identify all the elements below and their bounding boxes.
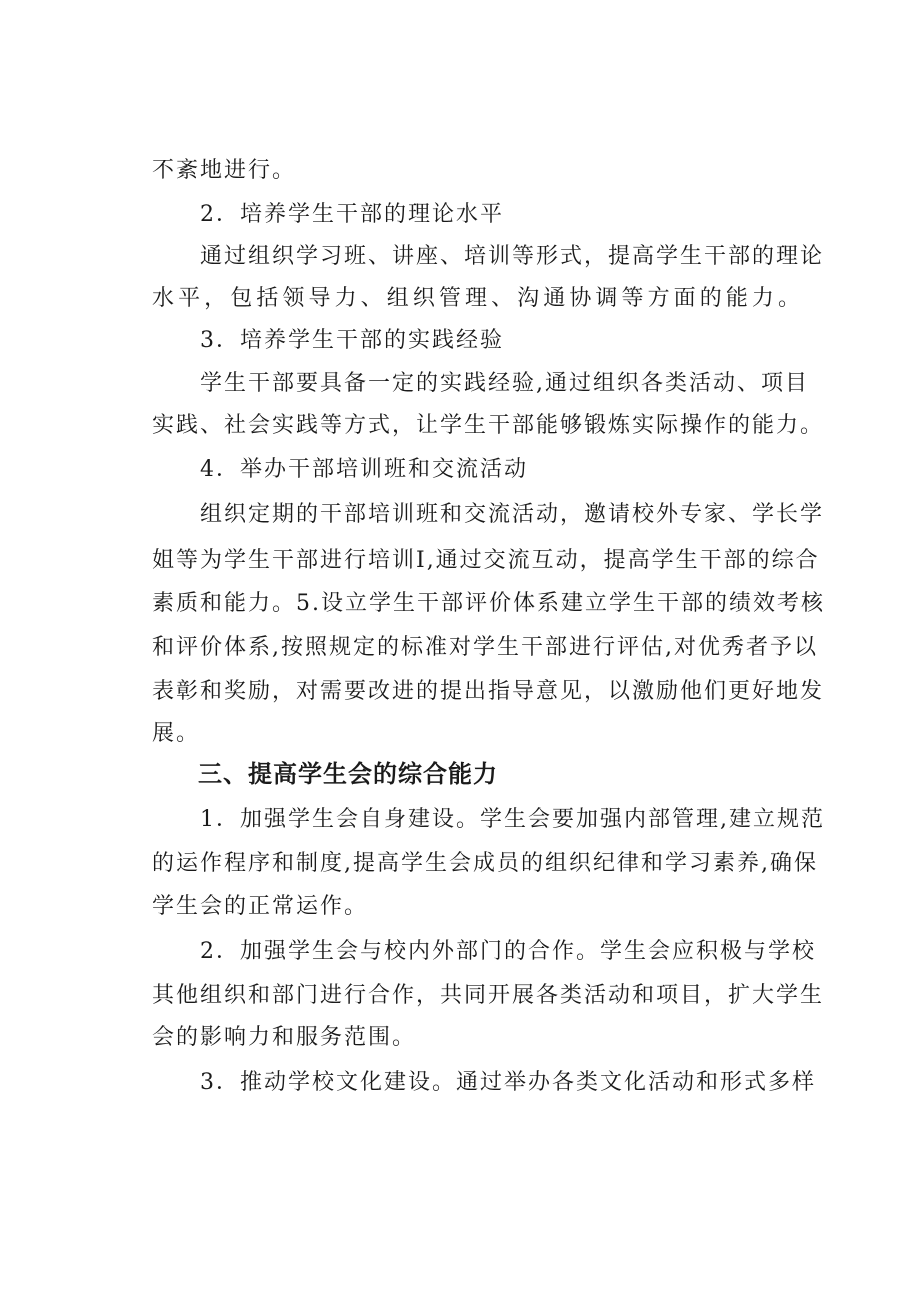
text-line: 实践、社会实践等方式，让学生干部能够锻炼实际操作的能力。 — [152, 413, 825, 438]
text-line: 水平，包括领导力、组织管理、沟通协调等方面的能力。 — [152, 286, 802, 311]
text-line: 展。 — [152, 721, 201, 746]
text-line: 学生会的正常运作。 — [152, 894, 369, 919]
subheading: 4．举办干部培训班和交流活动 — [200, 457, 528, 482]
text-line: 1．加强学生会自身建设。学生会要加强内部管理,建立规范 — [200, 807, 825, 832]
text-line: 不紊地进行。 — [152, 158, 297, 183]
text-line: 通过组织学习班、讲座、培训等形式，提高学生干部的理论 — [200, 244, 825, 269]
text-line: 会的影响力和服务范围。 — [152, 1025, 417, 1050]
text-line: 表彰和奖励，对需要改进的提出指导意见，以激励他们更好地发 — [152, 679, 825, 704]
section-heading: 三、提高学生会的综合能力 — [198, 760, 498, 788]
text-line: 的运作程序和制度,提高学生会成员的组织纪律和学习素养,确保 — [152, 851, 818, 876]
text-line: 姐等为学生干部进行培训I,通过交流互动，提高学生干部的综合 — [152, 548, 820, 573]
text-line: 其他组织和部门进行合作，共同开展各类活动和项目，扩大学生 — [152, 983, 825, 1008]
subheading: 2．培养学生干部的理论水平 — [200, 202, 504, 227]
subheading: 3．培养学生干部的实践经验 — [200, 328, 504, 353]
text-line: 学生干部要具备一定的实践经验,通过组织各类活动、项目 — [200, 371, 809, 396]
text-line: 和评价体系,按照规定的标准对学生干部进行评估,对优秀者予以 — [152, 635, 818, 660]
text-line: 2．加强学生会与校内外部门的合作。学生会应积极与学校 — [200, 939, 816, 964]
text-line: 3．推动学校文化建设。通过举办各类文化活动和形式多样 — [200, 1070, 816, 1095]
text-line: 组织定期的干部培训班和交流活动，邀请校外专家、学长学 — [200, 502, 825, 527]
text-line: 素质和能力。5.设立学生干部评价体系建立学生干部的绩效考核 — [152, 591, 825, 616]
